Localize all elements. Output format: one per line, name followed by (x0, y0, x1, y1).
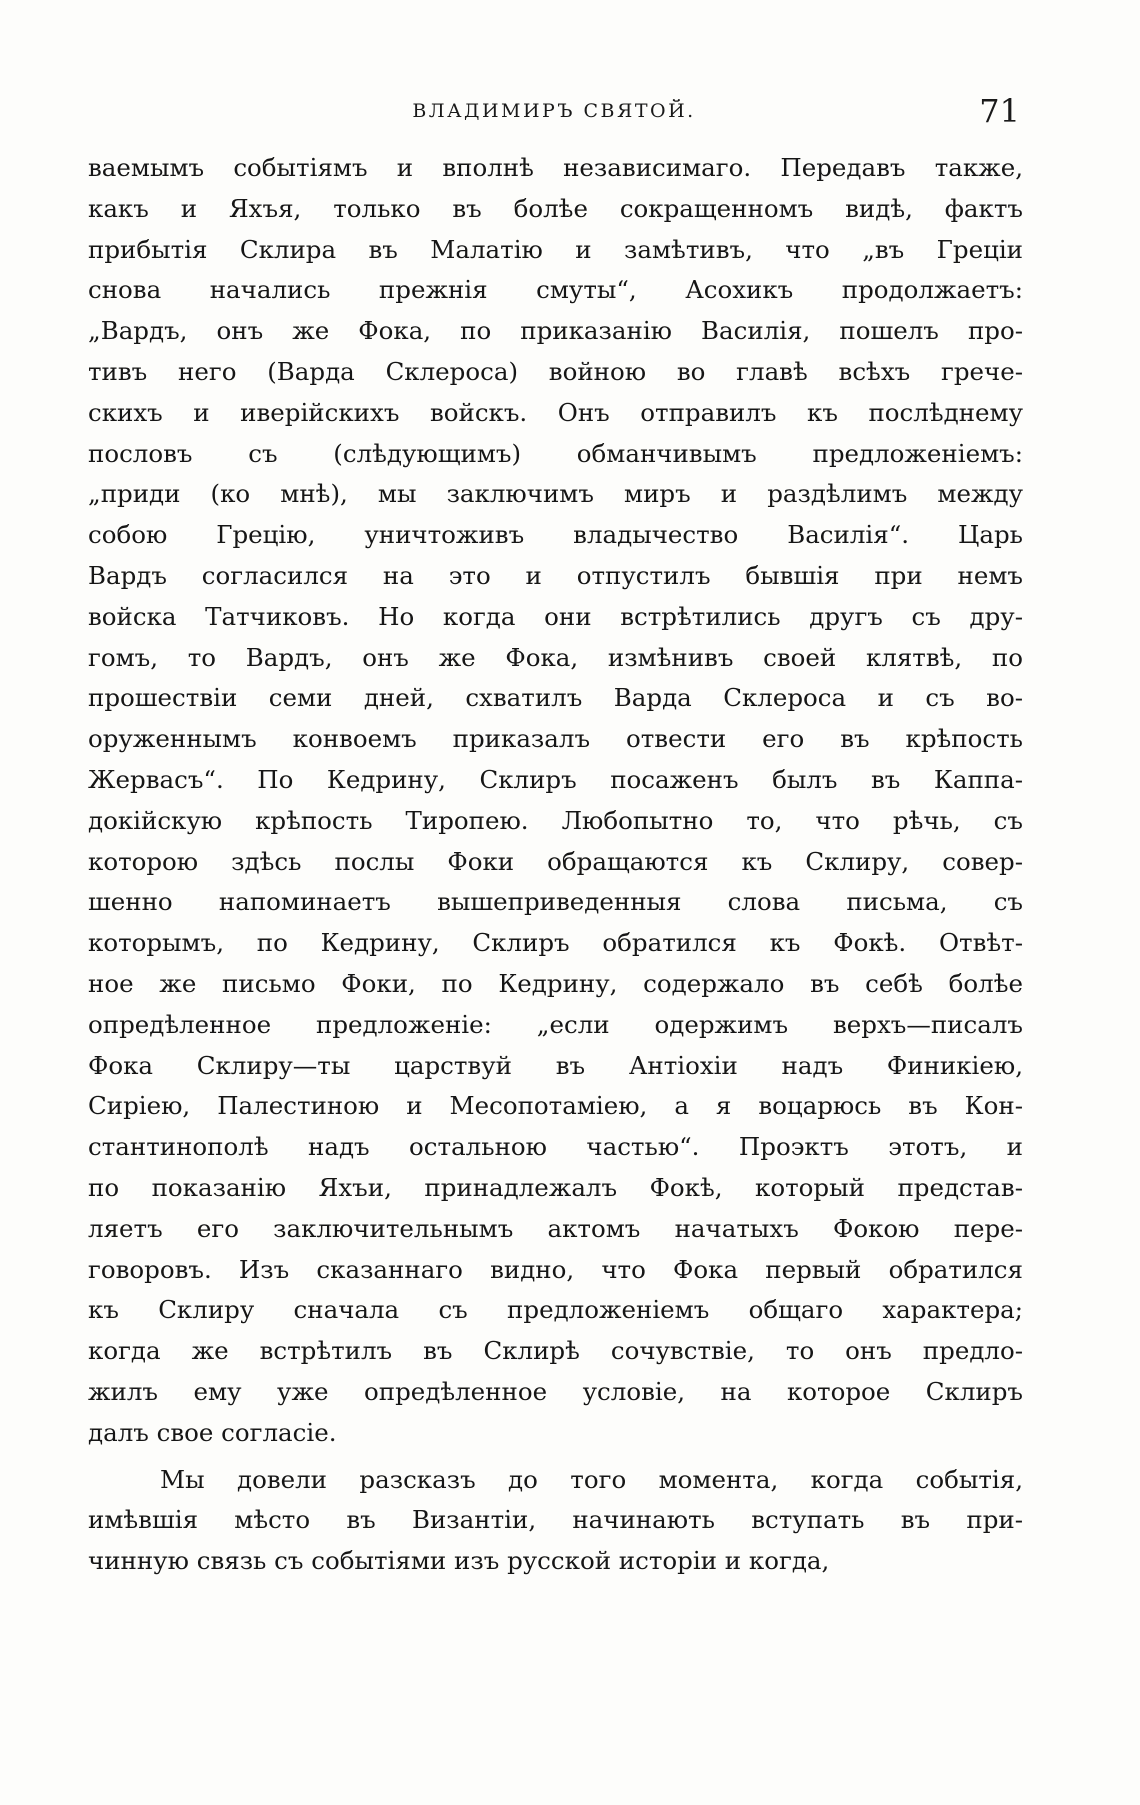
text-line: къ Склиру сначала съ предложеніемъ общаго характера; (88, 1295, 1023, 1325)
page-number: 71 (979, 92, 1020, 130)
body-text (88, 148, 1023, 1582)
text-line: войска Татчиковъ. Но когда они встрѣтились другъ съ дру- (88, 601, 1023, 631)
text-line: скихъ и иверійскихъ войскъ. Онъ отправилъ къ послѣднему (88, 397, 1023, 427)
text-line: ваемымъ событіямъ и вполнѣ независимаго. Передавъ также, (88, 153, 1023, 182)
running-head (88, 92, 1020, 132)
text-line: говоровъ. Изъ сказаннаго видно, что Фока первый обратился (88, 1254, 1023, 1284)
text-line: опредѣленное предложеніе: „если одержимъ верхъ—писалъ (88, 1009, 1023, 1039)
text-line: Фока Склиру—ты царствуй въ Антіохіи надъ Финикіею, (88, 1050, 1023, 1080)
text-line: ляетъ его заключительнымъ актомъ начатыхъ Фокою пере- (88, 1213, 1023, 1243)
text-line: прибытія Склира въ Малатію и замѣтивъ, что „въ Греціи (88, 234, 1023, 264)
text-line: далъ свое согласіе. (88, 1417, 337, 1447)
text-line: имѣвшія мѣсто въ Византіи, начинають вступать въ при- (88, 1505, 1023, 1535)
text-line: собою Грецію, уничтоживъ владычество Василія“. Царь (88, 520, 1023, 550)
text-line: жилъ ему уже опредѣленное условіе, на которое Склиръ (88, 1376, 1023, 1406)
text-line: когда же встрѣтилъ въ Склирѣ сочувствіе, то онъ предло- (88, 1336, 1023, 1366)
text-line: Вардъ согласился на это и отпустилъ бывшія при немъ (88, 560, 1023, 590)
text-line: ное же письмо Фоки, по Кедрину, содержало въ себѣ болѣе (88, 968, 1023, 998)
text-line: докійскую крѣпость Тиропею. Любопытно то, что рѣчь, съ (88, 805, 1023, 835)
text-line: „приди (ко мнѣ), мы заключимъ миръ и раздѣлимъ между (88, 479, 1023, 509)
text-line: тивъ него (Варда Склероса) войною во главѣ всѣхъ грече- (88, 356, 1023, 386)
text-line: стантинополѣ надъ остальною частью“. Проэктъ этотъ, и (88, 1132, 1023, 1162)
running-title: ВЛАДИМИРЪ СВЯТОЙ. (412, 100, 696, 122)
text-line: снова начались прежнія смуты“, Асохикъ продолжаетъ: (88, 275, 1023, 305)
text-line: чинную связь съ событіями изъ русской исторіи и когда, (88, 1546, 830, 1576)
text-line: „Вардъ, онъ же Фока, по приказанію Василія, пошелъ про- (88, 316, 1023, 346)
text-line: пословъ съ (слѣдующимъ) обманчивымъ предложеніемъ: (88, 438, 1023, 468)
paragraph-1 (88, 148, 1023, 1454)
text-line: Сиріею, Палестиною и Месопотаміею, а я воцарюсь въ Кон- (88, 1091, 1023, 1121)
text-line: оруженнымъ конвоемъ приказалъ отвести его въ крѣпость (88, 724, 1023, 754)
text-line: Мы довели разсказъ до того момента, когда событія, (160, 1464, 1023, 1494)
text-line: по показанію Яхъи, принадлежалъ Фокѣ, который представ- (88, 1172, 1023, 1202)
text-line: какъ и Яхъя, только въ болѣе сокращенномъ видѣ, фактъ (88, 193, 1023, 223)
text-line: гомъ, то Вардъ, онъ же Фока, измѣнивъ своей клятвѣ, по (88, 642, 1023, 672)
text-line: которою здѣсь послы Фоки обращаются къ Склиру, совер- (88, 846, 1023, 876)
text-line: Жервасъ“. По Кедрину, Склиръ посаженъ былъ въ Каппа- (88, 764, 1023, 794)
text-line: шенно напоминаетъ вышеприведенныя слова письма, съ (88, 887, 1023, 917)
text-line: которымъ, по Кедрину, Склиръ обратился къ Фокѣ. Отвѣт- (88, 928, 1023, 958)
paragraph-2 (88, 1460, 1023, 1582)
text-line: прошествіи семи дней, схватилъ Варда Склероса и съ во- (88, 683, 1023, 713)
